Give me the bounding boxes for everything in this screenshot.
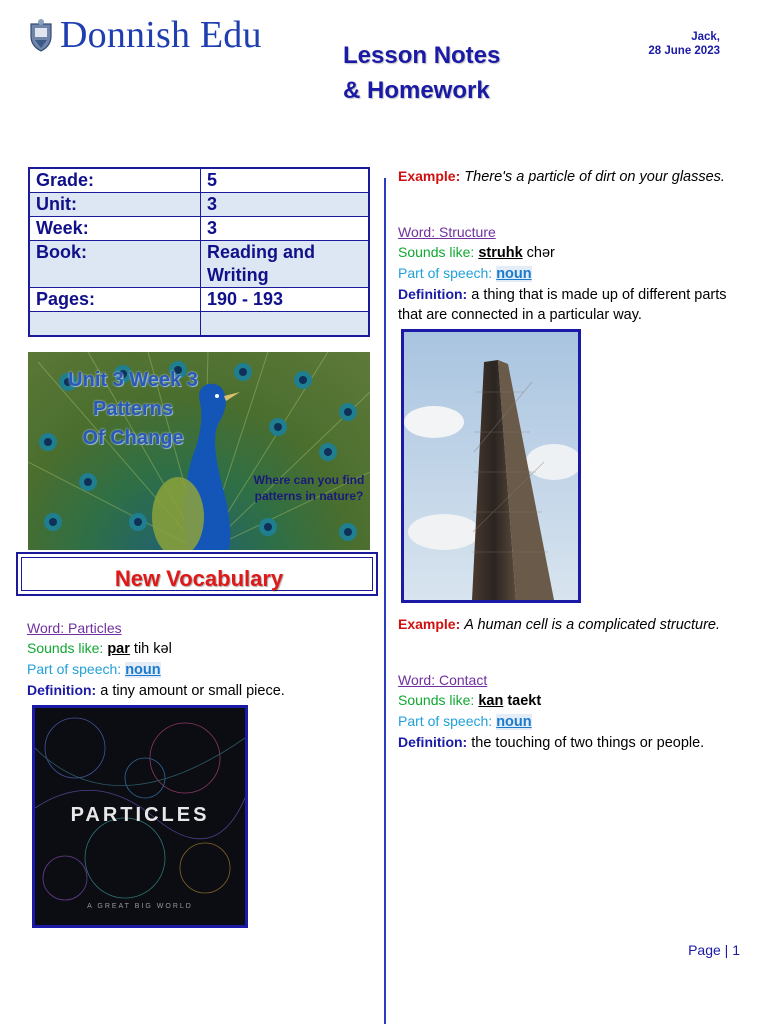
table-row	[29, 312, 369, 336]
sounds-like-row	[398, 690, 748, 711]
definition-label: Definition:	[398, 286, 468, 302]
particles-album-title: PARTICLES	[70, 804, 210, 826]
student-meta	[648, 30, 720, 58]
sound-stressed: kan	[478, 693, 504, 709]
page-title	[343, 38, 500, 108]
sound-stressed: par	[107, 641, 130, 657]
lesson-info-table	[28, 167, 370, 337]
example-text: A human cell is a complicated structure.	[464, 617, 721, 633]
table-row	[29, 168, 369, 193]
table-label: Grade:	[29, 168, 201, 193]
sounds-like-label: Sounds like:	[27, 640, 104, 656]
banner-title-line-2: Patterns	[92, 398, 174, 420]
table-value: Reading and Writing	[201, 241, 370, 288]
example-text: There's a particle of dirt on your glasses.	[464, 169, 725, 185]
new-vocabulary-box	[16, 552, 378, 596]
table-value: 5	[201, 168, 370, 193]
sounds-like-label: Sounds like:	[398, 692, 475, 708]
page-label: Page	[688, 942, 721, 958]
crest-icon	[28, 18, 54, 52]
page-number: 1	[732, 942, 740, 958]
table-row	[29, 217, 369, 241]
sound-rest: chər	[522, 245, 555, 261]
part-of-speech-label: Part of speech:	[27, 661, 122, 677]
table-value	[201, 312, 370, 336]
page-footer	[688, 942, 740, 958]
table-label	[29, 312, 201, 336]
title-line-1: Lesson Notes	[343, 42, 501, 69]
part-of-speech-row	[398, 711, 748, 732]
title-line-2: & Homework	[343, 77, 490, 104]
peacock-banner	[28, 352, 370, 550]
new-vocabulary-heading: New Vocabulary	[114, 566, 284, 591]
part-of-speech-row	[398, 263, 738, 284]
logo-text: Donnish Edu	[60, 14, 262, 56]
vocab-word: Word: Contact	[398, 672, 488, 688]
sounds-like-row	[27, 638, 377, 659]
banner-title-line-1: Unit 3 Week 3	[68, 369, 198, 391]
vocab-word: Word: Structure	[398, 224, 496, 240]
definition-row	[27, 680, 377, 701]
example-label: Example:	[398, 168, 461, 184]
table-value: 3	[201, 193, 370, 217]
particles-album-image	[32, 705, 248, 928]
banner-question: Where can you find patterns in nature?	[253, 473, 365, 503]
banner-title	[28, 366, 238, 453]
definition-row	[398, 732, 748, 753]
table-row	[29, 241, 369, 288]
part-of-speech-row	[27, 659, 377, 680]
table-value: 3	[201, 217, 370, 241]
sound-stressed: struhk	[478, 245, 523, 261]
part-of-speech-value: noun	[496, 714, 532, 730]
table-row	[29, 288, 369, 312]
structure-example	[398, 614, 738, 635]
column-divider	[384, 178, 386, 1024]
particles-album-subtitle: A GREAT BIG WORLD	[87, 903, 193, 910]
definition-text: a thing that is made up of different parts that are connected in a particular way.	[398, 287, 727, 323]
particles-example	[398, 166, 738, 187]
table-row	[29, 193, 369, 217]
sounds-like-label: Sounds like:	[398, 244, 475, 260]
definition-text: the touching of two things or people.	[471, 735, 705, 751]
table-value: 190 - 193	[201, 288, 370, 312]
lesson-date: 28 June 2023	[648, 45, 720, 57]
part-of-speech-label: Part of speech:	[398, 713, 493, 729]
table-label: Pages:	[29, 288, 201, 312]
table-label: Book:	[29, 241, 201, 288]
example-label: Example:	[398, 616, 461, 632]
skyscraper-illustration	[404, 332, 578, 600]
sound-rest: tih kəl	[129, 641, 172, 657]
vocab-entry-particles	[27, 618, 377, 701]
vocab-entry-contact	[398, 670, 748, 753]
part-of-speech-label: Part of speech:	[398, 265, 493, 281]
table-label: Week:	[29, 217, 201, 241]
vocab-word: Word: Particles	[27, 620, 122, 636]
sounds-like-row	[398, 242, 738, 263]
definition-label: Definition:	[398, 734, 468, 750]
page-separator: |	[724, 942, 729, 958]
part-of-speech-value: noun	[125, 662, 161, 678]
sound-rest: taekt	[503, 693, 542, 709]
definition-row	[398, 284, 738, 325]
part-of-speech-value: noun	[496, 266, 532, 282]
student-name: Jack,	[691, 31, 720, 43]
definition-text: a tiny amount or small piece.	[100, 683, 285, 699]
vocab-entry-structure	[398, 222, 738, 325]
definition-label: Definition:	[27, 682, 97, 698]
banner-title-line-3: Of Change	[82, 427, 184, 449]
table-label: Unit:	[29, 193, 201, 217]
logo	[28, 16, 262, 54]
skyscraper-image	[401, 329, 581, 603]
